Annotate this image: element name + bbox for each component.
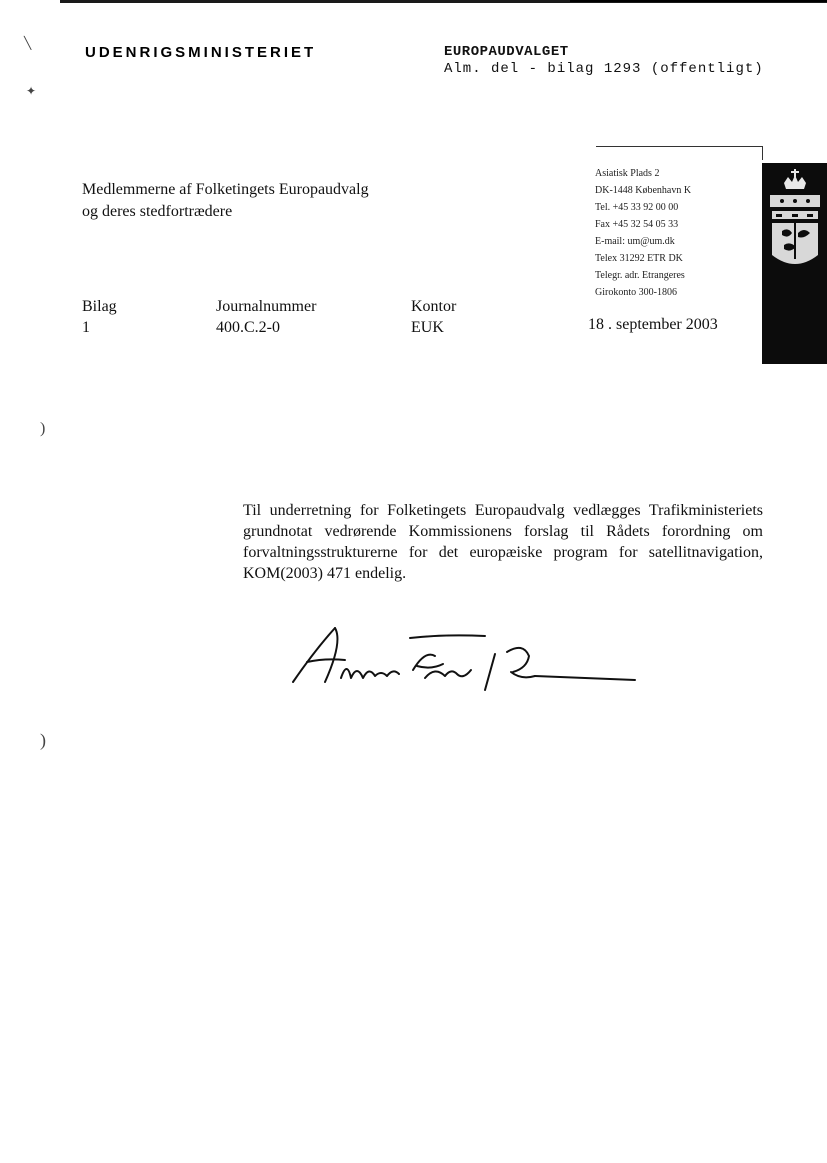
address-fax: Fax +45 32 54 05 33	[595, 219, 679, 230]
address-email: E-mail: um@um.dk	[595, 236, 675, 247]
margin-mark: ✦	[26, 84, 37, 98]
margin-mark: )	[40, 420, 46, 437]
kontor-column	[411, 296, 456, 338]
address-giro: Girokonto 300-1806	[595, 287, 677, 298]
address-city: DK-1448 København K	[595, 185, 692, 196]
archive-stamp	[444, 44, 764, 77]
address-telex: Telex 31292 ETR DK	[595, 253, 683, 264]
journal-label: Journalnummer	[216, 298, 317, 315]
bilag-label: Bilag	[82, 298, 117, 315]
recipient-line-1: Medlemmerne af Folketingets Europaudvalg	[82, 181, 369, 198]
letter-body: Til underretning for Folketingets Europaudvalg vedlægges Trafikministeriets grundnotat vedrørende Kommissionens forslag til Rådets forordning om forvaltningsstrukturerne for det europæiske program for satellitnavigation, KOM(2003) 471 endelig.	[243, 502, 763, 582]
ministry-name: UDENRIGSMINISTERIET	[85, 44, 317, 61]
address-rule-tick	[762, 146, 763, 160]
kontor-label: Kontor	[411, 298, 457, 315]
journal-column	[216, 296, 316, 338]
committee-name: EUROPAUDVALGET	[444, 44, 569, 60]
signature	[285, 620, 645, 705]
kontor-value: EUK	[411, 319, 444, 336]
crest-bar	[762, 163, 827, 364]
bilag-value: 1	[82, 319, 90, 336]
recipient-block	[82, 179, 442, 223]
address-telegram: Telegr. adr. Etrangeres	[595, 270, 685, 281]
journal-value: 400.C.2-0	[216, 319, 280, 336]
crest-icon	[762, 163, 827, 364]
ministry-letterhead	[85, 44, 316, 61]
signature-icon	[285, 620, 645, 700]
address-street: Asiatisk Plads 2	[595, 168, 660, 179]
sender-address	[595, 165, 691, 301]
letter-date: 18 . september 2003	[588, 316, 718, 333]
recipient-line-2: og deres stedfortrædere	[82, 203, 233, 220]
address-tel: Tel. +45 33 92 00 00	[595, 202, 679, 213]
bilag-column	[82, 296, 117, 338]
archive-reference: Alm. del - bilag 1293 (offentligt)	[444, 61, 764, 77]
margin-mark: )	[40, 730, 46, 750]
top-border-accent	[570, 0, 827, 2]
margin-mark: ╲	[24, 36, 32, 50]
address-rule	[596, 146, 762, 147]
